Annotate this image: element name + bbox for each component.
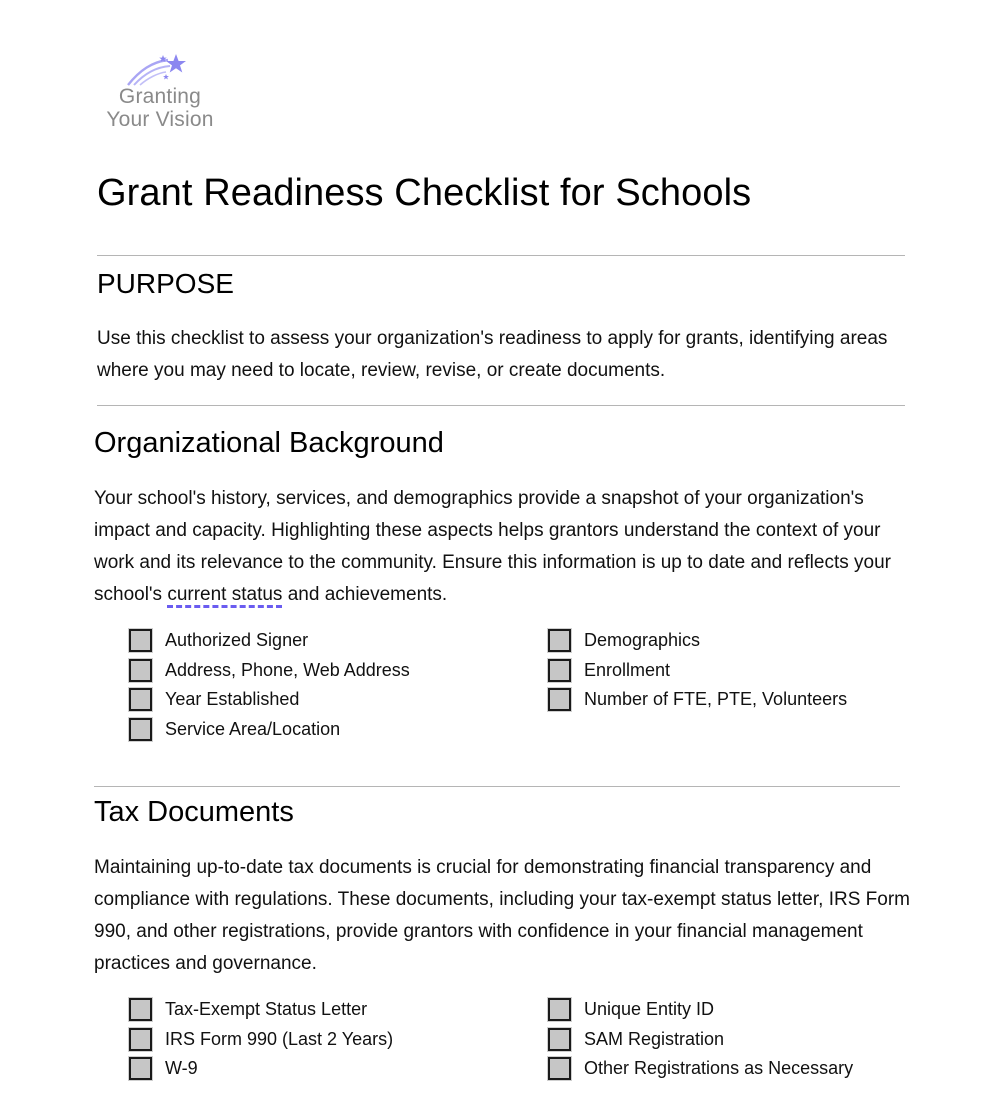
checklist-item-label: IRS Form 990 (Last 2 Years) [165, 1028, 394, 1049]
body-text: and achievements. [282, 584, 448, 605]
checklist-item-label: Service Area/Location [165, 718, 341, 739]
checklist-item[interactable] [129, 685, 410, 715]
organizational-background-text [94, 483, 924, 611]
checkbox[interactable] [548, 1057, 571, 1080]
page-title: Grant Readiness Checklist for Schools [97, 172, 752, 214]
checkbox[interactable] [129, 688, 152, 711]
spellcheck-flagged-text[interactable]: current status [167, 584, 283, 605]
checkbox[interactable] [129, 718, 152, 741]
checklist-item[interactable] [548, 656, 847, 686]
tax-documents-text: Maintaining up-to-date tax documents is crucial for demonstrating financial transparency and compliance with regulations. These documents, including your tax-exempt status letter, IRS Form 990, and other registrations, provide grantors with confidence in your financial management practices and governance. [94, 857, 910, 974]
checklist-item[interactable] [548, 995, 853, 1025]
logo [100, 52, 220, 132]
divider [97, 255, 905, 256]
checklist-item[interactable] [129, 626, 410, 656]
checklist-item-label: Year Established [165, 689, 300, 710]
checkbox[interactable] [548, 998, 571, 1021]
checkbox[interactable] [548, 659, 571, 682]
checklist-tax-left [129, 995, 393, 1084]
checklist-item[interactable] [129, 1025, 393, 1055]
checkbox[interactable] [548, 688, 571, 711]
logo-text-line1: Granting [118, 85, 202, 108]
checklist-item[interactable] [548, 1054, 853, 1084]
checklist-item[interactable] [129, 656, 410, 686]
checklist-item[interactable] [129, 995, 393, 1025]
body-text: Your school's history, services, and demographics provide a snapshot of your organization's impact and capacity. Highlighting these aspects helps grantors understand the context of your work and its relevance to the community. Ensure this information is up to date and reflects your school's [94, 488, 891, 605]
checklist-organizational-left [129, 626, 410, 744]
section-heading-organizational-background: Organizational Background [94, 427, 444, 459]
checklist-item-label: Tax-Exempt Status Letter [165, 999, 368, 1020]
shooting-star-icon [126, 52, 188, 86]
checklist-item-label: Number of FTE, PTE, Volunteers [584, 689, 848, 710]
checklist-tax-right [548, 995, 853, 1084]
checklist-item-label: Unique Entity ID [584, 999, 715, 1020]
divider [97, 405, 905, 406]
checklist-item-label: Enrollment [584, 659, 671, 680]
checklist-item[interactable] [548, 626, 847, 656]
checkbox[interactable] [548, 629, 571, 652]
checklist-item-label: Demographics [584, 630, 701, 651]
checklist-item[interactable] [129, 1054, 393, 1084]
checklist-item-label: Authorized Signer [165, 630, 309, 651]
checklist-item-label: Address, Phone, Web Address [165, 659, 410, 680]
checkbox[interactable] [548, 1028, 571, 1051]
checklist-item[interactable] [548, 1025, 853, 1055]
section-heading-tax-documents: Tax Documents [94, 796, 294, 828]
checklist-item-label: W-9 [165, 1058, 198, 1079]
checkbox[interactable] [129, 1057, 152, 1080]
checkbox[interactable] [129, 998, 152, 1021]
divider [94, 786, 900, 787]
checklist-item[interactable] [548, 685, 847, 715]
checklist-item-label: SAM Registration [584, 1028, 725, 1049]
checkbox[interactable] [129, 1028, 152, 1051]
checklist-organizational-right [548, 626, 847, 715]
logo-text-line2: Your Vision [106, 108, 214, 131]
checkbox[interactable] [129, 659, 152, 682]
checklist-item-label: Other Registrations as Necessary [584, 1058, 854, 1079]
checklist-item[interactable] [129, 715, 410, 745]
checkbox[interactable] [129, 629, 152, 652]
purpose-text: Use this checklist to assess your organization's readiness to apply for grants, identifying areas where you may need to locate, review, revise, or create documents. [97, 328, 888, 381]
purpose-heading: PURPOSE [97, 268, 234, 299]
